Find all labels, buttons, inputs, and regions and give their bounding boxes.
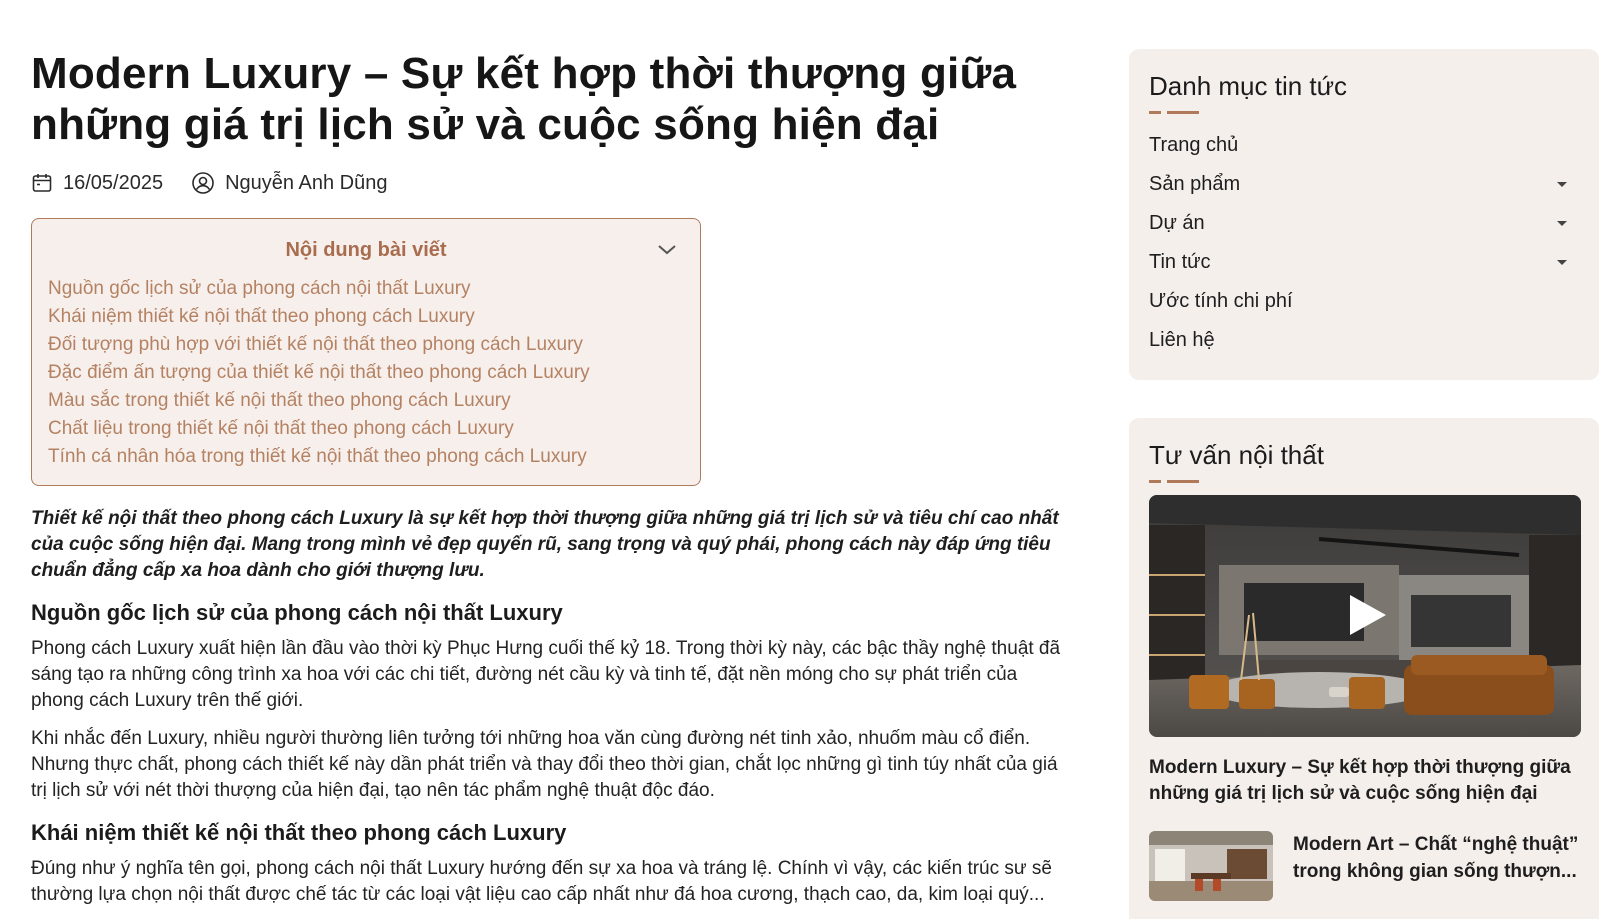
category-menu — [1149, 126, 1579, 360]
toc-link[interactable]: Chất liệu trong thiết kế nội thất theo phong cách Luxury — [48, 418, 514, 439]
menu-item-projects[interactable] — [1149, 204, 1579, 243]
menu-item-label: Liên hệ — [1149, 329, 1215, 351]
user-circle-icon — [191, 171, 215, 195]
table-of-contents — [31, 218, 701, 486]
article-meta — [31, 168, 1061, 198]
menu-item-label: Dự án — [1149, 212, 1205, 234]
toc-link[interactable]: Đối tượng phù hợp với thiết kế nội thất theo phong cách Luxury — [48, 334, 583, 355]
menu-item-cost-estimate[interactable] — [1149, 282, 1579, 321]
paragraph: Đúng như ý nghĩa tên gọi, phong cách nội thất Luxury hướng đến sự xa hoa và tráng lệ. Chính vì vậy, các kiến trúc sư sẽ thường lựa chọn nội thất được chế tác từ các loại vật liệu cao cấp nhất như đá hoa cương, thạch cao, da, kim loại quý... — [31, 858, 1052, 905]
category-title: Danh mục tin tức — [1149, 71, 1348, 101]
featured-video[interactable] — [1149, 495, 1581, 737]
featured-post-title[interactable]: Modern Luxury – Sự kết hợp thời thượng giữa những giá trị lịch sử và cuộc sống hiện đại — [1149, 757, 1571, 804]
toc-link[interactable]: Đặc điểm ấn tượng của thiết kế nội thất theo phong cách Luxury — [48, 362, 590, 383]
toc-link[interactable]: Khái niệm thiết kế nội thất theo phong cách Luxury — [48, 306, 475, 327]
thumbnail-image — [1149, 831, 1273, 901]
chevron-down-icon[interactable] — [656, 241, 678, 257]
sidebar — [1129, 49, 1599, 919]
related-post-title[interactable]: Modern Art – Chất “nghệ thuật” trong không gian sống thượn... — [1293, 834, 1579, 882]
calendar-icon — [31, 172, 53, 194]
post-thumbnail[interactable] — [1149, 831, 1273, 901]
toc-link[interactable]: Màu sắc trong thiết kế nội thất theo phong cách Luxury — [48, 390, 511, 411]
paragraph: Khi nhắc đến Luxury, nhiều người thường liên tưởng tới những hoa văn cùng đường nét tinh xảo, nhuốm màu cổ điển. Nhưng thực chất, phong cách thiết kế này dần phát triển và thay đổi theo thời gian, chắt lọc những gì tinh túy nhất của giá trị lịch sử với nét thời thượng của hiện đại, tạo nên tác phẩm nghệ thuật độc đáo. — [31, 728, 1058, 801]
post-author[interactable]: Nguyễn Anh Dũng — [225, 171, 388, 194]
play-icon[interactable] — [1344, 593, 1388, 637]
page-title: Modern Luxury – Sự kết hợp thời thượng giữa những giá trị lịch sử và cuộc sống hiện đại — [31, 49, 1017, 149]
menu-item-news[interactable] — [1149, 243, 1579, 282]
toc-link[interactable]: Nguồn gốc lịch sử của phong cách nội thất Luxury — [48, 278, 471, 299]
section-heading-history: Nguồn gốc lịch sử của phong cách nội thất Luxury — [31, 600, 563, 625]
consult-title: Tư vấn nội thất — [1149, 440, 1324, 470]
menu-item-contact[interactable] — [1149, 321, 1579, 360]
caret-down-icon[interactable] — [1557, 260, 1567, 265]
menu-item-label: Tin tức — [1149, 251, 1211, 273]
paragraph: Phong cách Luxury xuất hiện lần đầu vào thời kỳ Phục Hưng cuối thế kỷ 18. Trong thời kỳ này, các bậc thầy nghệ thuật đã sáng tạo ra những công trình xa hoa với các chi tiết, đường nét cầu kỳ và tinh tế, đặt nền móng cho sự phát triển của phong cách Luxury trên thế giới. — [31, 638, 1061, 711]
related-post[interactable] — [1149, 831, 1579, 901]
menu-item-home[interactable] — [1149, 126, 1579, 165]
article-lead: Thiết kế nội thất theo phong cách Luxury là sự kết hợp thời thượng giữa những giá trị lịch sử và tiêu chí cao nhất của cuộc sống hiện đại. Mang trong mình vẻ đẹp quyến rũ, sang trọng và quý phái, phong cách này đáp ứng tiêu chuẩn đẳng cấp xa hoa dành cho giới thượng lưu. — [31, 508, 1059, 581]
menu-item-label: Sản phẩm — [1149, 173, 1241, 195]
title-underline — [1149, 480, 1579, 483]
caret-down-icon[interactable] — [1557, 182, 1567, 187]
post-date: 16/05/2025 — [63, 171, 164, 194]
caret-down-icon[interactable] — [1557, 221, 1567, 226]
toc-header[interactable] — [48, 235, 684, 267]
consult-card — [1129, 418, 1599, 919]
date-item — [31, 172, 163, 195]
section-heading-concept: Khái niệm thiết kế nội thất theo phong cách Luxury — [31, 820, 567, 845]
menu-item-label: Ước tính chi phí — [1149, 290, 1293, 312]
category-card — [1129, 49, 1599, 380]
author-item — [191, 171, 387, 195]
toc-list — [48, 275, 684, 471]
title-underline — [1149, 111, 1579, 114]
menu-item-products[interactable] — [1149, 165, 1579, 204]
article — [31, 48, 1061, 908]
toc-link[interactable]: Tính cá nhân hóa trong thiết kế nội thất theo phong cách Luxury — [48, 446, 587, 467]
toc-heading: Nội dung bài viết — [285, 239, 447, 261]
menu-item-label: Trang chủ — [1149, 134, 1239, 156]
